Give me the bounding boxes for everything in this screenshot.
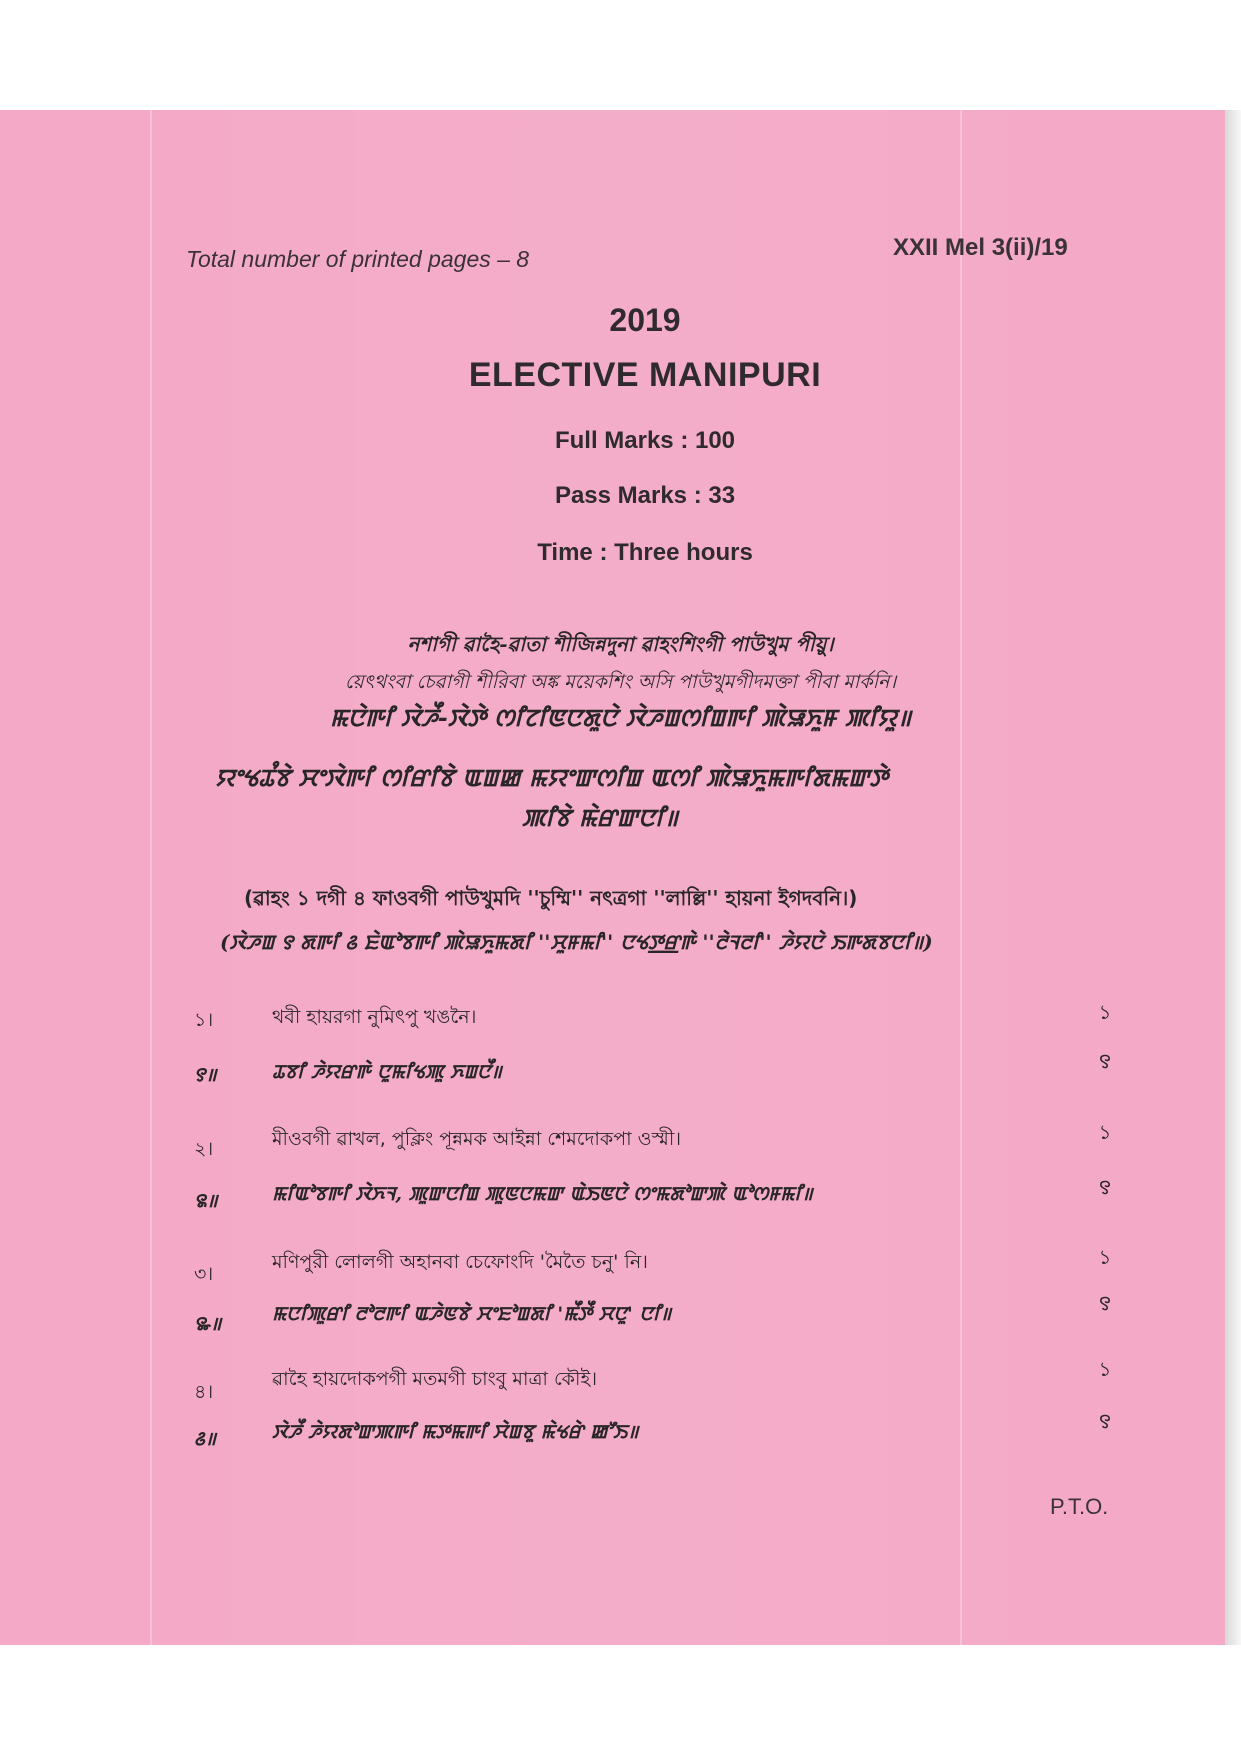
instruction-meitei-2: ꯌꯦꯠꯊꯪꯕꯥ ꯆꯦꯋꯥꯒꯤ ꯁꯤꯔꯤꯕꯥ ꯑꯡꯀ ꯃꯌꯦꯛꯁꯤꯡ ꯑꯁꯤ ꯄꯥꯎꯈꯨꯃꯒꯤꯗꯃꯛꯇꯥ [215, 763, 888, 792]
instruction-meitei-1: ꯃꯅꯥꯒꯤ ꯋꯥꯍꯩ-ꯋꯥꯇꯥ ꯁꯤꯖꯤꯟꯅꯗꯨꯅꯥ ꯋꯥꯍꯡꯁꯤꯡꯒꯤ ꯄꯥꯎꯈꯨꯝ ꯄꯤꯌꯨ॥ [329, 703, 912, 732]
question-marks: ১ [1098, 1245, 1112, 1269]
question-number: ৩। [194, 1263, 214, 1285]
pass-marks: Pass Marks : 33 [554, 482, 736, 509]
question-marks: ১ [1098, 1120, 1112, 1144]
exam-paper [0, 110, 1241, 1645]
printed-pages-note: Total number of printed pages – 8 [186, 246, 530, 272]
question-text: ꯃꯤꯑꯣꯕꯒꯤ ꯋꯥꯈꯜ, ꯄꯨꯛꯅꯤꯡ ꯄꯨꯟꯅꯃꯛ ꯑꯥꯏꯟꯅꯥ ꯁꯦꯃꯗꯣꯛꯄꯥ ꯑꯣꯁꯝꯃꯤ॥ [272, 1183, 813, 1205]
question-text: ꯃꯅꯤꯄꯨꯔꯤ ꯂꯣꯂꯒꯤ ꯑꯍꯥꯟꯕꯥ ꯆꯦꯐꯣꯡꯗꯤ 'ꯃꯩꯇꯩ ꯆꯅꯨ' ꯅꯤ॥ [272, 1303, 672, 1325]
question-text: মণিপুরী লোলগী অহানবা চেফোংদি 'মৈতৈ চনু' নি। [272, 1251, 648, 1273]
question-marks: ꯱ [1099, 1409, 1111, 1433]
instruction-meitei-3: ꯄꯤꯕꯥ ꯃꯥꯔꯛꯅꯤ॥ [521, 803, 679, 832]
time-allowed: Time : Three hours [537, 539, 753, 566]
question-text: ꯋꯥꯍꯩ ꯍꯥꯌꯗꯣꯛꯄꯒꯤ ꯃꯇꯃꯒꯤ ꯆꯥꯡꯕꯨ ꯃꯥꯠꯔꯥ ꯀꯧꯏ॥ [272, 1421, 639, 1443]
question-number: ৪। [194, 1381, 214, 1403]
question-marks: ꯱ [1099, 1049, 1111, 1073]
question-marks: ১ [1098, 1000, 1112, 1024]
instruction-bengali-1: নশাগী ৱাহৈ-ৱাতা শীজিন্নদুনা ৱাহংশিংগী পাউখুম পীয়ু। [407, 632, 834, 656]
question-marks: ꯱ [1099, 1291, 1111, 1315]
paper-code: XXII Mel 3(ii)/19 [893, 234, 1068, 261]
full-marks: Full Marks : 100 [554, 427, 736, 454]
question-number: ꯳॥ [194, 1313, 222, 1335]
paper-fold-line [960, 110, 962, 1645]
question-number: ১। [194, 1009, 214, 1031]
instruction-bengali-2: য়েৎথংবা চেৱাগী শীরিবা অঙ্ক ময়েকশিং অসি পাউখুমগীদমক্তা পীবা মার্কনি। [344, 671, 897, 693]
pto-label: P.T.O. [1050, 1494, 1109, 1519]
exam-year: 2019 [609, 302, 681, 338]
answer-note-meitei: (ꯋꯥꯍꯡ ꯱ ꯗꯒꯤ ꯴ ꯐꯥꯑꯣꯕꯒꯤ ꯄꯥꯎꯈꯨꯃꯗꯤ ''ꯆꯨꯝꯃꯤ'' ꯅꯠꯇ꯭ꯔꯒꯥ ''ꯂꯥꯜꯂꯤ'' ꯍꯥꯌꯅꯥ ꯏꯒꯗꯕꯅꯤ॥) [220, 930, 933, 954]
question-text: ꯊꯕꯤ ꯍꯥꯌꯔꯒꯥ ꯅꯨꯃꯤꯠꯄꯨ ꯈꯡꯅꯩ॥ [272, 1061, 502, 1083]
question-number: ꯲॥ [194, 1190, 218, 1212]
question-text: মীওবগী ৱাখল, পুক্লিং পূন্নমক আইন্না শেমদোকপা ওস্মী। [272, 1128, 682, 1150]
paper-fold-line [150, 110, 152, 1645]
answer-note-bengali: (ৱাহং ১ দগী ৪ ফাওবগী পাউখুমদি ''চুম্মি'' নৎত্রগা ''লাল্লি'' হায়না ইগদবনি।) [244, 886, 858, 910]
question-number: ২। [194, 1138, 214, 1160]
question-marks: ১ [1098, 1357, 1112, 1381]
exam-title: ELECTIVE MANIPURI [468, 356, 822, 394]
question-text: ৱাহৈ হায়দোকপগী মতমগী চাংবু মাত্রা কৌই। [272, 1368, 598, 1390]
question-marks: ꯱ [1099, 1175, 1111, 1199]
paper-edge [1225, 110, 1241, 1645]
question-number: ꯴॥ [194, 1428, 217, 1450]
question-number: ꯱॥ [194, 1064, 217, 1086]
question-text: থবী হায়রগা নুমিৎপু খঙনৈ। [272, 1006, 477, 1028]
